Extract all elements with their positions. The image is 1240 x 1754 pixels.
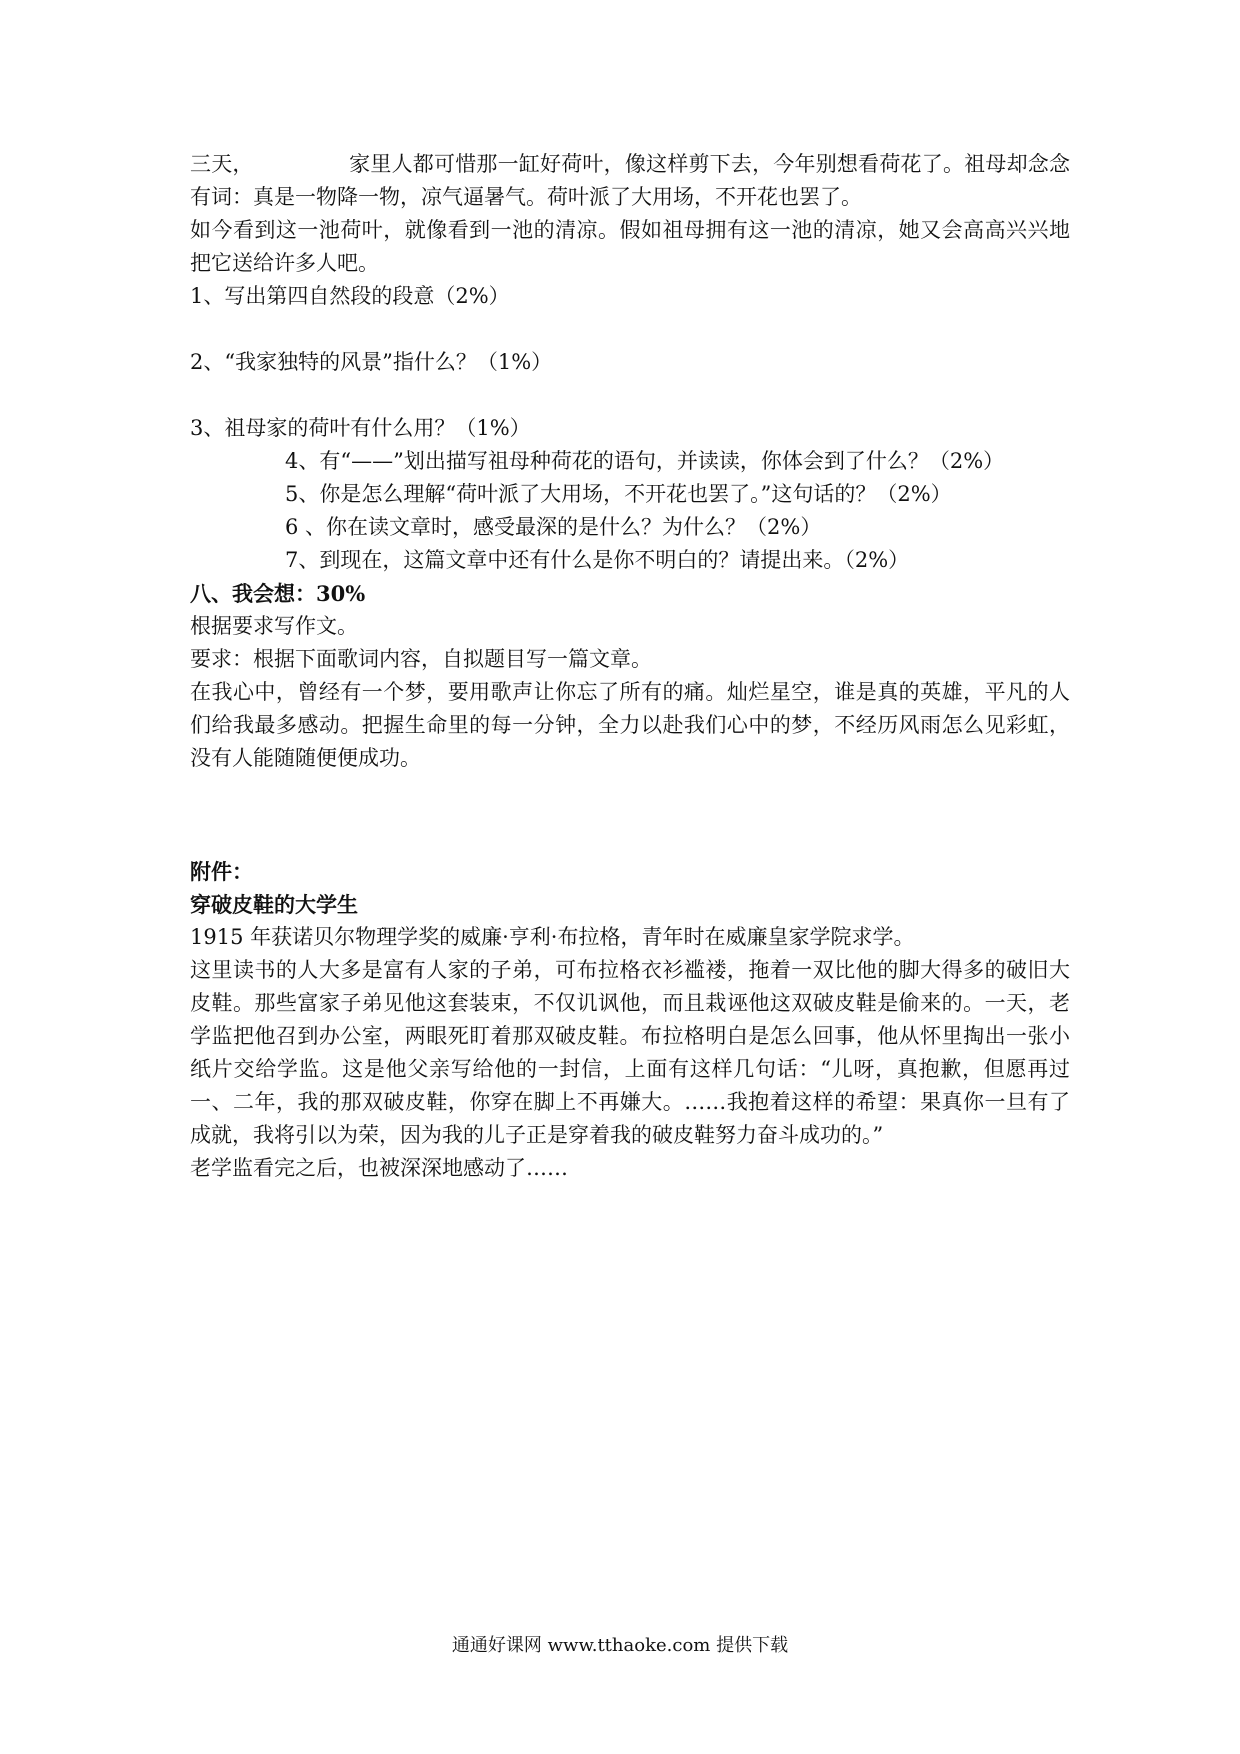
document-body — [190, 148, 1070, 1185]
question-2: 2、“我家独特的风景”指什么？（1%） — [190, 350, 553, 374]
passage-paragraph-2: 如今看到这一池荷叶，就像看到一池的清凉。假如祖母拥有这一池的清凉，她又会高高兴兴地把它送给许多人吧。 — [190, 218, 1070, 275]
question-5: 5、你是怎么理解“荷叶派了大用场，不开花也罢了。”这句话的？（2%） — [285, 482, 952, 506]
section-8-instruction: 根据要求写作文。 — [190, 614, 358, 638]
attachment-paragraph-3: 老学监看完之后，也被深深地感动了…… — [190, 1156, 568, 1180]
question-4: 4、有“——”划出描写祖母种荷花的语句，并读读，你体会到了什么？（2%） — [285, 449, 1005, 473]
question-7: 7、到现在，这篇文章中还有什么是你不明白的？请提出来。（2%） — [285, 548, 910, 572]
question-1: 1、写出第四自然段的段意（2%） — [190, 284, 510, 308]
question-3: 3、祖母家的荷叶有什么用？（1%） — [190, 416, 531, 440]
attachment-title: 穿破皮鞋的大学生 — [190, 892, 358, 917]
attachment-paragraph-2: 这里读书的人大多是富有人家的子弟，可布拉格衣衫褴褛，拖着一双比他的脚大得多的破旧大皮鞋。那些富家子弟见他这套装束，不仅讥讽他，而且栽诬他这双破皮鞋是偷来的。一天，老学监把他召到办公室，两眼死盯着那双破皮鞋。布拉格明白是怎么回事，他从怀里掏出一张小纸片交给学监。这是他父亲写给他的一封信，上面有这样几句话：“儿呀，真抱歉，但愿再过一、二年，我的那双破皮鞋，你穿在脚上不再嫌大。……我抱着这样的希望：果真你一旦有了成就，我将引以为荣，因为我的儿子正是穿着我的破皮鞋努力奋斗成功的。” — [190, 958, 1070, 1147]
passage-paragraph-1: 三天， 家里人都可惜那一缸好荷叶，像这样剪下去，今年别想看荷花了。祖母却念念有词：真是一物降一物，凉气逼暑气。荷叶派了大用场，不开花也罢了。 — [190, 152, 1070, 209]
attachment-label: 附件： — [190, 859, 253, 884]
attachment-paragraph-1: 1915 年获诺贝尔物理学奖的威廉·亨利·布拉格，青年时在威廉皇家学院求学。 — [190, 925, 915, 949]
section-8-heading: 八、我会想：30% — [190, 581, 366, 606]
section-8-lyrics: 在我心中，曾经有一个梦，要用歌声让你忘了所有的痛。灿烂星空，谁是真的英雄，平凡的人们给我最多感动。把握生命里的每一分钟，全力以赴我们心中的梦，不经历风雨怎么见彩虹，没有人能随随便便成功。 — [190, 680, 1070, 770]
section-8-requirement: 要求：根据下面歌词内容，自拟题目写一篇文章。 — [190, 647, 652, 671]
page-footer: 通通好课网 www.tthaoke.com 提供下载 — [451, 1635, 789, 1656]
question-6: 6 、你在读文章时，感受最深的是什么？为什么？（2%） — [285, 515, 822, 539]
